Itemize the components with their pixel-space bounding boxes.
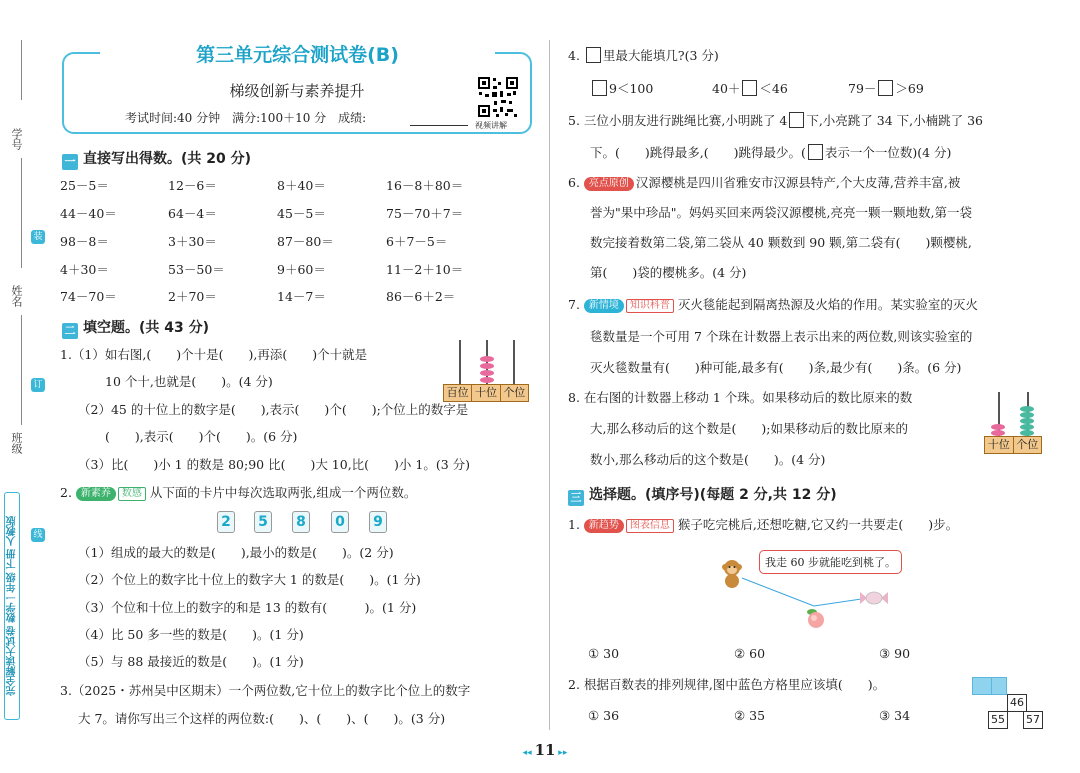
q1-line: （2）45 的十位上的数字是( ),表示( )个( );个位上的数字是 — [78, 402, 469, 417]
page-subtitle: 梯级创新与素养提升 — [229, 82, 365, 100]
q7-line: 毯数量是一个可用 7 个珠在计数器上表示出来的两位数,则该实验室的 — [590, 329, 973, 344]
q2-item: （1）组成的最大的数是( ),最小的数是( )。(2 分) — [78, 545, 394, 560]
calc-item: 87－80＝ — [277, 234, 334, 249]
calc-item: 86－6＋2＝ — [386, 289, 456, 304]
name-label: 姓名 — [10, 285, 23, 307]
calc-item: 25－5＝ — [60, 178, 109, 193]
abacus-bead — [480, 370, 494, 376]
section-title: 选择题。(填序号)(每题 2 分,共 12 分) — [589, 487, 837, 503]
q3-line: 3.（2025・苏州吴中区期末）一个两位数,它十位上的数字比个位上的数字 — [60, 683, 471, 698]
q7-badge-sub: 知识科普 — [626, 299, 674, 313]
q2-stem — [60, 487, 416, 501]
abacus-label: 个位 — [503, 386, 526, 399]
q1-line: 1.（1）如右图,( )个十是( ),再添( )个十就是 — [60, 347, 368, 362]
c1-badge-sub: 图表信息 — [626, 519, 674, 533]
c2-option[interactable]: ③ 34 — [879, 708, 911, 723]
qr-caption: 视频讲解 — [475, 121, 507, 130]
blank-box — [808, 144, 823, 160]
q6-line: 第( )袋的樱桃多。(4 分) — [590, 265, 747, 280]
section-2-heading — [62, 317, 209, 339]
abacus-bead — [480, 377, 494, 383]
section-1-heading — [62, 148, 251, 170]
speech-bubble: 我走 60 步就能吃到桃了。 — [759, 550, 902, 574]
q4-text: 里最大能填几?(3 分) — [602, 48, 719, 63]
calc-item: 9＋60＝ — [277, 262, 326, 277]
q1-line: ( ),表示( )个( )。(6 分) — [105, 429, 298, 444]
q6-line: 誉为"果中珍品"。妈妈买回来两袋汉源樱桃,亮亮一颗一颗地数,第一袋 — [590, 205, 972, 220]
binding-line — [21, 40, 22, 100]
c1-badge: 新趋势 — [584, 519, 624, 533]
calc-item: 6＋7－5＝ — [386, 234, 448, 249]
qr-code-icon[interactable] — [477, 76, 519, 118]
q6-line: 数完接着数第二袋,第二袋从 40 颗数到 90 颗,第二袋有( )颗樱桃, — [590, 235, 972, 250]
abacus-base — [443, 384, 529, 402]
c2-option[interactable]: ② 35 — [734, 708, 766, 723]
exam-info: 考试时间:40 分钟 满分:100＋10 分 成绩: — [125, 111, 367, 125]
q5-line: 下。( )跳得最多,( )跳得最少。( 表示一个一位数)(4 分) — [590, 145, 952, 160]
c1-stem: 1. 新趋势 图表信息 猴子吃完桃后,还想吃糖,它又约一共要走( )步。 — [568, 517, 959, 532]
c1-option[interactable]: ③ 90 — [879, 646, 911, 661]
calc-item: 75－70＋7＝ — [386, 206, 464, 221]
series-label: 完全解读大试卷 数学一年级 下册 人教版 — [4, 492, 20, 720]
blank-box — [586, 47, 601, 63]
q3-line: 大 7。请你写出三个这样的两位数:( )、( )、( )。(3 分) — [78, 711, 446, 726]
q2-number: 2. — [60, 485, 72, 500]
q1-line: （3）比( )小 1 的数是 80;90 比( )大 10,比( )小 1。(3 分) — [78, 457, 471, 472]
c1-option[interactable]: ① 30 — [588, 646, 620, 661]
digit-card: 5 — [254, 511, 272, 533]
q2-text: 从下面的卡片中每次选取两张,组成一个两位数。 — [149, 485, 417, 500]
binding-dot: 线 — [31, 528, 45, 542]
grid-cell: 46 — [1007, 694, 1027, 712]
c2-option[interactable]: ① 36 — [588, 708, 620, 723]
binding-line — [21, 158, 22, 268]
calc-item: 12－6＝ — [168, 178, 217, 193]
calc-item: 74－70＝ — [60, 289, 117, 304]
calc-item: 14－7＝ — [277, 289, 326, 304]
q2-item: （2）个位上的数字比十位上的数字大 1 的数是( )。(1 分) — [78, 572, 421, 587]
q2-badge: 新素养 — [76, 487, 116, 501]
q4-stem — [568, 47, 719, 63]
q4-expr: 40＋ ＜46 — [712, 81, 788, 96]
calc-item: 64－4＝ — [168, 206, 217, 221]
blank-box — [789, 112, 804, 128]
digit-card: 2 — [217, 511, 235, 533]
page-number: 11 — [534, 741, 556, 759]
abacus-label: 十位 — [472, 385, 500, 401]
abacus-bead — [480, 363, 494, 369]
digit-card: 8 — [292, 511, 310, 533]
q1-line: 10 个十,也就是( )。(4 分) — [105, 374, 273, 389]
section-number: 一 — [62, 154, 78, 170]
page-title: 第三单元综合测试卷(B) — [100, 40, 495, 67]
q2-badge-sub: 数感 — [118, 487, 146, 501]
section-title: 填空题。(共 43 分) — [83, 320, 210, 336]
column-divider — [549, 40, 550, 730]
blank-box — [592, 80, 607, 96]
student-number-label: 学号 — [10, 128, 23, 150]
calc-item: 4＋30＝ — [60, 262, 109, 277]
q5-line: 5. 三位小朋友进行跳绳比赛,小明跳了 4 下,小亮跳了 34 下,小楠跳了 36 — [568, 113, 983, 128]
q7-badge: 新情境 — [584, 299, 624, 313]
calc-item: 98－8＝ — [60, 234, 109, 249]
class-label: 班级 — [10, 432, 23, 454]
calc-item: 53－50＝ — [168, 262, 225, 277]
q7-line: 灭火毯数量有( )种可能,最多有( )条,最少有( )条。(6 分) — [590, 360, 962, 375]
abacus-bead — [480, 356, 494, 362]
binding-line — [21, 315, 22, 425]
blue-cell — [972, 677, 992, 695]
calc-item: 3＋30＝ — [168, 234, 217, 249]
blank-box — [878, 80, 893, 96]
page-footer: ◂◂ 11 ▸▸ — [522, 741, 568, 759]
abacus-rod — [513, 340, 515, 384]
binding-dot: 装 — [31, 230, 45, 244]
q8-line: 大,那么移动后的这个数是( );如果移动后的数比原来的 — [590, 421, 908, 436]
abacus-label: 个位 — [1016, 438, 1039, 451]
abacus-label: 百位 — [444, 385, 472, 401]
digit-card: 9 — [369, 511, 387, 533]
q4-number: 4. — [568, 48, 580, 63]
calc-item: 44－40＝ — [60, 206, 117, 221]
grid-cell: 55 — [988, 711, 1008, 729]
calc-item: 11－2＋10＝ — [386, 262, 464, 277]
c2-stem: 2. 根据百数表的排列规律,图中蓝色方格里应该填( )。 — [568, 677, 886, 692]
section-title: 直接写出得数。(共 20 分) — [83, 151, 252, 167]
q4-expr: 9＜100 — [590, 80, 653, 96]
q6-line: 6. 亮点原创 汉源樱桃是四川省雅安市汉源县特产,个大皮薄,营养丰富,被 — [568, 175, 961, 190]
binding-dot: 订 — [31, 378, 45, 392]
calc-item: 16－8＋80＝ — [386, 178, 464, 193]
grid-cell: 57 — [1023, 711, 1043, 729]
q6-badge: 亮点原创 — [584, 177, 634, 191]
abacus-rod — [459, 340, 461, 384]
q2-item: （3）个位和十位上的数字的和是 13 的数有( )。(1 分) — [78, 600, 417, 615]
q2-item: （4）比 50 多一些的数是( )。(1 分) — [78, 627, 304, 642]
abacus-label: 十位 — [985, 437, 1014, 453]
q7-line: 7. 新情境 知识科普 灭火毯能起到隔离热源及火焰的作用。某实验室的灭火 — [568, 297, 978, 312]
digit-card: 0 — [331, 511, 349, 533]
q8-line: 8. 在右图的计数器上移动 1 个珠。如果移动后的数比原来的数 — [568, 390, 913, 405]
blank-box — [742, 80, 757, 96]
q2-item: （5）与 88 最接近的数是( )。(1 分) — [78, 654, 304, 669]
q4-expr: 79－ ＞69 — [848, 81, 924, 96]
blue-cell — [991, 677, 1007, 695]
section-3-heading — [568, 484, 837, 506]
score-blank — [410, 125, 468, 126]
calc-item: 8＋40＝ — [277, 178, 326, 193]
candy-icon — [860, 590, 888, 606]
section-number: 二 — [62, 323, 78, 339]
calc-item: 2＋70＝ — [168, 289, 217, 304]
monkey-icon — [716, 557, 748, 589]
peach-icon — [804, 606, 828, 630]
section-number: 三 — [568, 490, 584, 506]
calc-item: 45－5＝ — [277, 206, 326, 221]
q8-line: 数小,那么移动后的这个数是( )。(4 分) — [590, 452, 826, 467]
abacus-base — [984, 436, 1042, 454]
c1-option[interactable]: ② 60 — [734, 646, 766, 661]
